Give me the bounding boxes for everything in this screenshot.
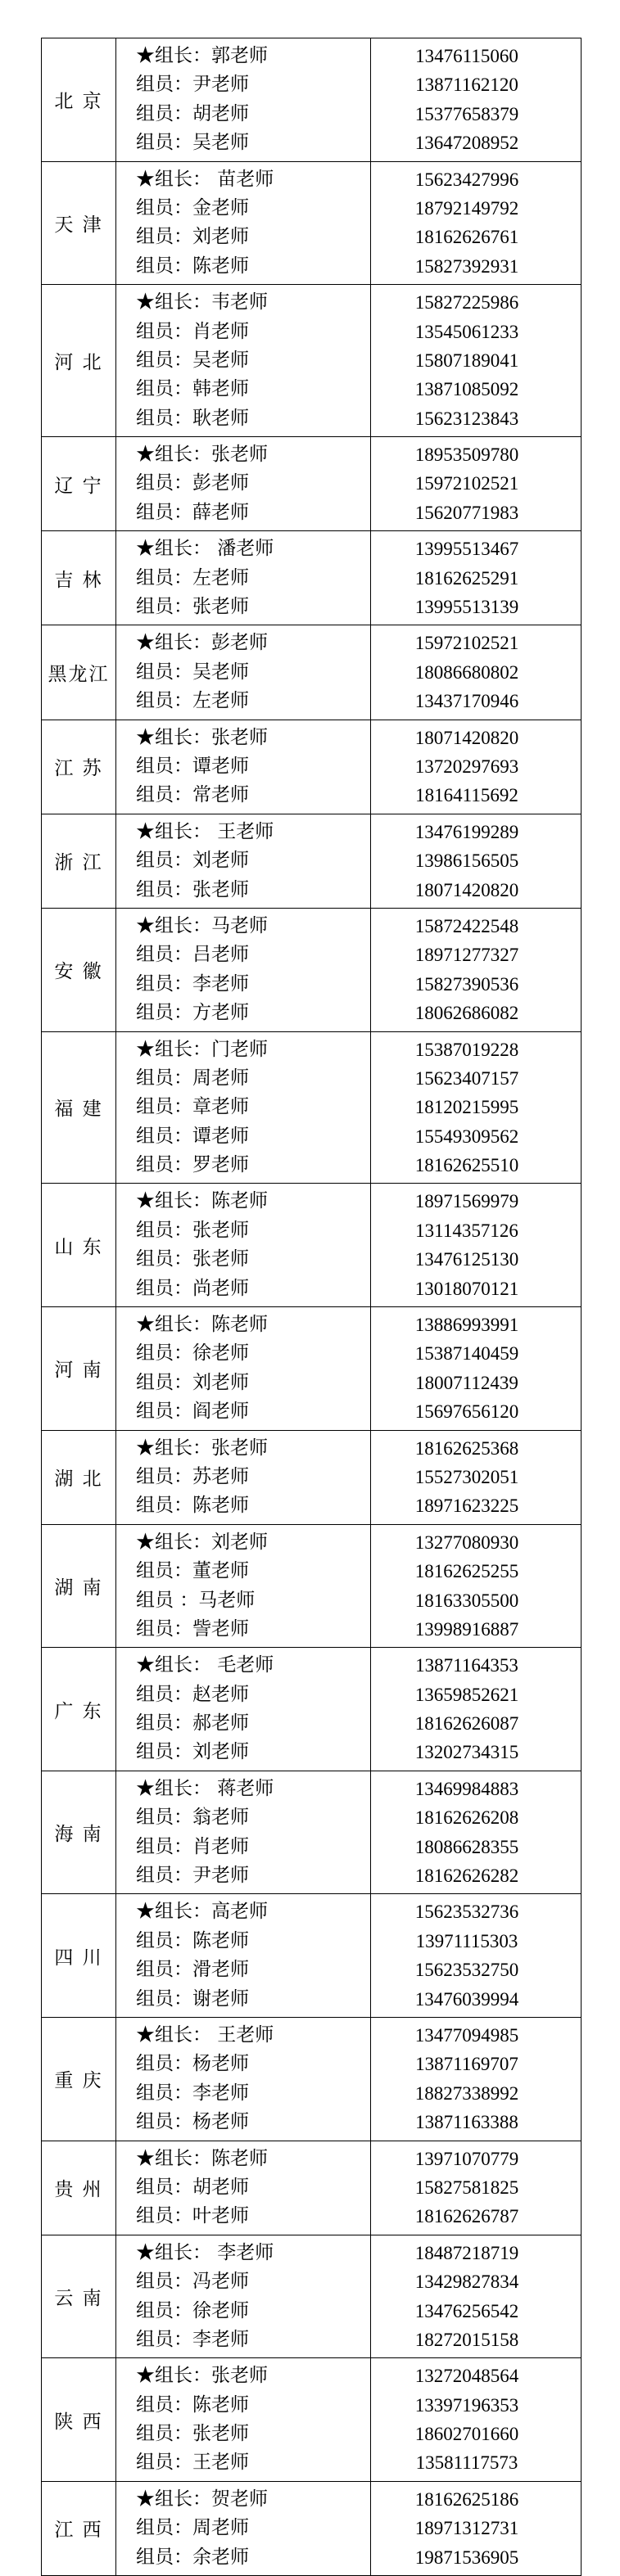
member-phones-cell xyxy=(371,285,582,437)
group-leader-label: ★组长：张老师 xyxy=(136,444,268,466)
phone-number: 13202734315 xyxy=(414,1742,519,1763)
group-member-label: 组员：刘老师 xyxy=(136,1371,249,1393)
member-roles-cell xyxy=(116,1307,371,1431)
phone-number: 13018070121 xyxy=(414,1278,519,1299)
group-member-label: 组员：吴老师 xyxy=(136,132,249,154)
province-name: 贵 州 xyxy=(42,2141,116,2235)
group-member-label: 组员：吕老师 xyxy=(136,944,249,966)
phone-number: 13114357126 xyxy=(415,1220,518,1241)
group-member-label: 组员：李老师 xyxy=(136,2082,249,2104)
group-leader-label: ★组长：刘老师 xyxy=(136,1531,268,1553)
phone-number: 18162625510 xyxy=(414,1155,519,1176)
group-member-label: 组员：张老师 xyxy=(136,2423,249,2445)
group-member-label: 组员：谢老师 xyxy=(136,1987,249,2010)
group-member-label: 组员：尹老师 xyxy=(136,74,249,96)
phone-number: 18062686082 xyxy=(414,1003,519,1024)
phone-number: 13871163388 xyxy=(415,2112,518,2133)
group-member-label: 组员：谭老师 xyxy=(136,1125,249,1147)
group-leader-label: ★组长：马老师 xyxy=(136,914,268,936)
group-member-label: 组员：章老师 xyxy=(136,1096,249,1118)
member-roles-cell xyxy=(116,437,371,531)
member-roles-cell xyxy=(116,285,371,437)
phone-number: 15527302051 xyxy=(414,1466,519,1487)
phone-number: 15549309562 xyxy=(414,1126,519,1147)
province-row xyxy=(42,814,582,908)
group-leader-label: ★组长： 蒋老师 xyxy=(136,1777,274,1799)
province-name: 河 北 xyxy=(42,285,116,437)
phone-number: 18602701660 xyxy=(414,2424,519,2445)
phone-number: 18071420820 xyxy=(414,727,519,748)
contact-table-container xyxy=(41,38,582,2576)
phone-number: 18971277327 xyxy=(414,945,519,966)
member-roles-cell xyxy=(116,1430,371,1524)
province-row xyxy=(42,2481,582,2575)
province-row xyxy=(42,1430,582,1524)
phone-number: 18272015158 xyxy=(414,2329,519,2350)
member-phones-cell xyxy=(371,38,582,162)
phone-number: 18007112439 xyxy=(415,1372,518,1393)
phone-number: 18827338992 xyxy=(414,2082,519,2104)
group-member-label: 组员：滑老师 xyxy=(136,1959,249,1981)
group-member-label: 组员：胡老师 xyxy=(136,102,249,124)
phone-number: 18971623225 xyxy=(414,1496,519,1517)
province-row xyxy=(42,1184,582,1307)
province-name: 福 建 xyxy=(42,1031,116,1184)
phone-number: 18162626282 xyxy=(414,1865,519,1887)
phone-number: 18162626087 xyxy=(414,1713,519,1735)
province-name: 浙 江 xyxy=(42,814,116,908)
group-leader-label: ★组长：贺老师 xyxy=(136,2488,268,2510)
group-leader-label: ★组长： 苗老师 xyxy=(136,168,274,190)
province-row xyxy=(42,2141,582,2235)
phone-number: 18120215995 xyxy=(414,1097,519,1118)
group-leader-label: ★组长：高老师 xyxy=(136,1901,268,1923)
province-row xyxy=(42,1894,582,2018)
province-name: 安 徽 xyxy=(42,908,116,1031)
phone-number: 13476199289 xyxy=(414,821,519,842)
province-row xyxy=(42,2358,582,2482)
phone-number: 18162626761 xyxy=(414,227,519,248)
phone-number: 15827392931 xyxy=(414,255,519,277)
group-member-label: 组员：陈老师 xyxy=(136,2393,249,2416)
group-member-label: 组员：张老师 xyxy=(136,1248,249,1270)
group-member-label: 组员：耿老师 xyxy=(136,407,249,429)
member-roles-cell xyxy=(116,38,371,162)
group-member-label: 组员：杨老师 xyxy=(136,2053,249,2075)
group-member-label: 组员：徐老师 xyxy=(136,1342,249,1365)
member-phones-cell xyxy=(371,1184,582,1307)
phone-number: 13476256542 xyxy=(414,2300,519,2321)
phone-number: 13871169707 xyxy=(415,2054,518,2075)
group-leader-label: ★组长： 王老师 xyxy=(136,2024,274,2046)
phone-number: 15697656120 xyxy=(414,1401,519,1423)
phone-number: 15827581825 xyxy=(414,2177,519,2198)
member-roles-cell xyxy=(116,2481,371,2575)
phone-number: 13986156505 xyxy=(414,850,519,872)
province-row xyxy=(42,1307,582,1431)
phone-number: 18071420820 xyxy=(414,879,519,900)
phone-number: 13971115303 xyxy=(415,1930,518,1951)
group-member-label: 组员：刘老师 xyxy=(136,850,249,872)
phone-number: 13871085092 xyxy=(414,379,519,400)
province-row xyxy=(42,625,582,720)
phone-number: 13647208952 xyxy=(414,133,519,154)
phone-number: 15827225986 xyxy=(414,292,519,314)
phone-number: 15623407157 xyxy=(414,1067,519,1089)
group-member-label: 组员：罗老师 xyxy=(136,1154,249,1176)
member-phones-cell xyxy=(371,720,582,814)
province-row xyxy=(42,908,582,1031)
group-member-label: 组员：李老师 xyxy=(136,2328,249,2350)
group-member-label: 组员：周老师 xyxy=(136,2517,249,2539)
member-phones-cell xyxy=(371,1771,582,1894)
member-phones-cell xyxy=(371,2358,582,2482)
phone-number: 18162626787 xyxy=(414,2206,519,2227)
group-leader-label: ★组长：门老师 xyxy=(136,1038,268,1060)
member-phones-cell xyxy=(371,437,582,531)
group-member-label: 组员：李老师 xyxy=(136,972,249,995)
group-leader-label: ★组长： 王老师 xyxy=(136,820,274,842)
province-row xyxy=(42,1031,582,1184)
group-member-label: 组员：赵老师 xyxy=(136,1683,249,1705)
member-roles-cell xyxy=(116,531,371,625)
member-phones-cell xyxy=(371,2018,582,2141)
group-member-label: 组员：董老师 xyxy=(136,1560,249,1582)
group-member-label: 组员：方老师 xyxy=(136,1002,249,1024)
province-name: 广 东 xyxy=(42,1648,116,1771)
province-name: 陕 西 xyxy=(42,2358,116,2482)
group-leader-label: ★组长：郭老师 xyxy=(136,45,268,66)
member-phones-cell xyxy=(371,2235,582,2358)
phone-number: 15623532736 xyxy=(414,1902,519,1923)
table-body xyxy=(42,38,582,2576)
member-phones-cell xyxy=(371,908,582,1031)
province-name: 四 川 xyxy=(42,1894,116,2018)
group-leader-label: ★组长： 潘老师 xyxy=(136,538,274,560)
group-member-label: 组员：张老师 xyxy=(136,878,249,900)
phone-number: 15620771983 xyxy=(414,502,519,523)
phone-number: 15387140459 xyxy=(414,1343,519,1365)
group-member-label: 组员：张老师 xyxy=(136,1219,249,1241)
phone-number: 13429827834 xyxy=(414,2271,519,2293)
province-row xyxy=(42,1648,582,1771)
member-roles-cell xyxy=(116,2358,371,2482)
province-name: 湖 北 xyxy=(42,1430,116,1524)
group-member-label: 组员：翁老师 xyxy=(136,1807,249,1829)
phone-number: 18162625255 xyxy=(414,1561,519,1582)
member-roles-cell xyxy=(116,908,371,1031)
group-member-label: 组员：陈老师 xyxy=(136,1495,249,1517)
phone-number: 18792149792 xyxy=(414,197,519,219)
province-row xyxy=(42,437,582,531)
phone-number: 13476039994 xyxy=(414,1988,519,2010)
province-name: 江 西 xyxy=(42,2481,116,2575)
phone-number: 18086680802 xyxy=(414,661,519,683)
phone-number: 13581117573 xyxy=(415,2452,518,2474)
group-member-label: 组员：金老师 xyxy=(136,196,249,219)
phone-number: 18162625291 xyxy=(414,567,519,589)
member-phones-cell xyxy=(371,1524,582,1648)
member-phones-cell xyxy=(371,1430,582,1524)
group-member-label: 组员：左老师 xyxy=(136,690,249,712)
group-member-label: 组员：左老师 xyxy=(136,566,249,589)
member-roles-cell xyxy=(116,814,371,908)
phone-number: 18086628355 xyxy=(414,1836,519,1857)
group-member-label: 组员：訾老师 xyxy=(136,1617,249,1640)
phone-number: 18971312731 xyxy=(414,2518,519,2539)
group-leader-label: ★组长：张老师 xyxy=(136,2365,268,2387)
phone-number: 13545061233 xyxy=(414,321,519,342)
phone-number: 15377658379 xyxy=(414,103,519,124)
phone-number: 15387019228 xyxy=(414,1039,519,1060)
province-row xyxy=(42,38,582,162)
phone-number: 18953509780 xyxy=(414,444,519,466)
group-member-label: 组员：张老师 xyxy=(136,596,249,618)
member-roles-cell xyxy=(116,1524,371,1648)
group-member-label: 组员：苏老师 xyxy=(136,1465,249,1487)
province-name: 湖 南 xyxy=(42,1524,116,1648)
group-leader-label: ★组长：陈老师 xyxy=(136,1190,268,1212)
member-roles-cell xyxy=(116,1031,371,1184)
phone-number: 13886993991 xyxy=(414,1315,519,1336)
group-member-label: 组员：肖老师 xyxy=(136,1835,249,1857)
phone-number: 15623532750 xyxy=(414,1960,519,1981)
phone-number: 15972102521 xyxy=(414,633,519,654)
phone-number: 13476125130 xyxy=(414,1249,519,1270)
group-leader-label: ★组长：陈老师 xyxy=(136,2147,268,2169)
member-phones-cell xyxy=(371,161,582,285)
province-row xyxy=(42,161,582,285)
province-name: 吉 林 xyxy=(42,531,116,625)
phone-number: 13277080930 xyxy=(414,1532,519,1553)
group-member-label: 组员：胡老师 xyxy=(136,2176,249,2198)
group-leader-label: ★组长：陈老师 xyxy=(136,1314,268,1336)
group-member-label: 组员：杨老师 xyxy=(136,2111,249,2133)
phone-number: 13437170946 xyxy=(414,691,519,712)
phone-number: 13272048564 xyxy=(414,2366,519,2387)
province-row xyxy=(42,1524,582,1648)
group-member-label: 组员：刘老师 xyxy=(136,226,249,248)
group-leader-label: ★组长： 毛老师 xyxy=(136,1654,274,1676)
province-name: 天 津 xyxy=(42,161,116,285)
member-phones-cell xyxy=(371,1894,582,2018)
member-phones-cell xyxy=(371,531,582,625)
phone-number: 19871536905 xyxy=(414,2547,519,2568)
province-row xyxy=(42,1771,582,1894)
phone-number: 13971070779 xyxy=(414,2148,519,2169)
phone-number: 15872422548 xyxy=(414,915,519,936)
phone-number: 13477094985 xyxy=(414,2025,519,2046)
phone-number: 13397196353 xyxy=(414,2394,519,2416)
province-name: 北 京 xyxy=(42,38,116,162)
member-roles-cell xyxy=(116,2235,371,2358)
group-member-label: 组员：薛老师 xyxy=(136,501,249,523)
group-member-label: 组员：尚老师 xyxy=(136,1277,249,1299)
phone-number: 13659852621 xyxy=(414,1684,519,1705)
member-roles-cell xyxy=(116,720,371,814)
group-member-label: 组员：郝老师 xyxy=(136,1712,249,1735)
phone-number: 15827390536 xyxy=(414,973,519,995)
group-member-label: 组员：冯老师 xyxy=(136,2271,249,2293)
group-member-label: 组员：余老师 xyxy=(136,2546,249,2568)
province-name: 辽 宁 xyxy=(42,437,116,531)
group-member-label: 组员：徐老师 xyxy=(136,2299,249,2321)
phone-number: 13476115060 xyxy=(415,46,518,66)
phone-number: 18971569979 xyxy=(414,1191,519,1212)
group-member-label: 组员：王老师 xyxy=(136,2452,249,2474)
group-member-label: 组员：韩老师 xyxy=(136,378,249,400)
phone-number: 13720297693 xyxy=(414,756,519,777)
group-member-label: 组员：陈老师 xyxy=(136,255,249,277)
member-phones-cell xyxy=(371,2141,582,2235)
group-leader-label: ★组长：张老师 xyxy=(136,726,268,748)
province-name: 云 南 xyxy=(42,2235,116,2358)
phone-number: 13469984883 xyxy=(414,1778,519,1799)
province-name: 重 庆 xyxy=(42,2018,116,2141)
group-leader-label: ★组长：张老师 xyxy=(136,1437,268,1459)
group-leader-label: ★组长：韦老师 xyxy=(136,291,268,314)
member-roles-cell xyxy=(116,1894,371,2018)
group-member-label: 组员：陈老师 xyxy=(136,1929,249,1951)
phone-number: 13998916887 xyxy=(414,1618,519,1640)
phone-number: 13871164353 xyxy=(415,1655,518,1676)
group-member-label: 组员：叶老师 xyxy=(136,2205,249,2227)
phone-number: 15623427996 xyxy=(414,169,519,190)
province-name: 江 苏 xyxy=(42,720,116,814)
province-row xyxy=(42,2235,582,2358)
member-roles-cell xyxy=(116,1771,371,1894)
phone-number: 18163305500 xyxy=(414,1590,519,1611)
group-member-label: 组员：吴老师 xyxy=(136,349,249,371)
group-member-label: 组员：彭老师 xyxy=(136,472,249,494)
group-member-label: 组员：周老师 xyxy=(136,1067,249,1089)
province-name: 海 南 xyxy=(42,1771,116,1894)
group-leader-label: ★组长： 李老师 xyxy=(136,2241,274,2263)
phone-number: 18162625186 xyxy=(414,2488,519,2510)
member-phones-cell xyxy=(371,814,582,908)
group-member-label: 组员：尹老师 xyxy=(136,1865,249,1887)
member-roles-cell xyxy=(116,2141,371,2235)
member-phones-cell xyxy=(371,2481,582,2575)
phone-number: 18162625368 xyxy=(414,1437,519,1459)
phone-number: 18162626208 xyxy=(414,1807,519,1829)
group-member-label: 组员：常老师 xyxy=(136,784,249,806)
phone-number: 13995513139 xyxy=(414,597,519,618)
group-member-label: 组员：谭老师 xyxy=(136,755,249,777)
phone-number: 13871162120 xyxy=(415,74,518,96)
group-member-label: 组员 ：马老师 xyxy=(136,1589,256,1611)
province-row xyxy=(42,720,582,814)
province-row xyxy=(42,285,582,437)
province-name: 山 东 xyxy=(42,1184,116,1307)
member-phones-cell xyxy=(371,1307,582,1431)
phone-number: 13995513467 xyxy=(414,539,519,560)
group-leader-label: ★组长：彭老师 xyxy=(136,632,268,654)
member-roles-cell xyxy=(116,161,371,285)
phone-number: 18164115692 xyxy=(415,785,518,806)
member-phones-cell xyxy=(371,1648,582,1771)
province-row xyxy=(42,531,582,625)
province-name: 黑龙江 xyxy=(42,625,116,720)
member-phones-cell xyxy=(371,1031,582,1184)
phone-number: 15623123843 xyxy=(414,408,519,429)
group-member-label: 组员：刘老师 xyxy=(136,1741,249,1763)
member-phones-cell xyxy=(371,625,582,720)
member-roles-cell xyxy=(116,625,371,720)
province-row xyxy=(42,2018,582,2141)
phone-number: 15972102521 xyxy=(414,473,519,494)
group-member-label: 组员：吴老师 xyxy=(136,661,249,683)
group-member-label: 组员：阎老师 xyxy=(136,1401,249,1423)
phone-number: 15807189041 xyxy=(414,350,519,371)
province-contact-table xyxy=(41,38,582,2576)
province-name: 河 南 xyxy=(42,1307,116,1431)
member-roles-cell xyxy=(116,2018,371,2141)
member-roles-cell xyxy=(116,1648,371,1771)
member-roles-cell xyxy=(116,1184,371,1307)
phone-number: 18487218719 xyxy=(414,2242,519,2263)
group-member-label: 组员：肖老师 xyxy=(136,320,249,342)
